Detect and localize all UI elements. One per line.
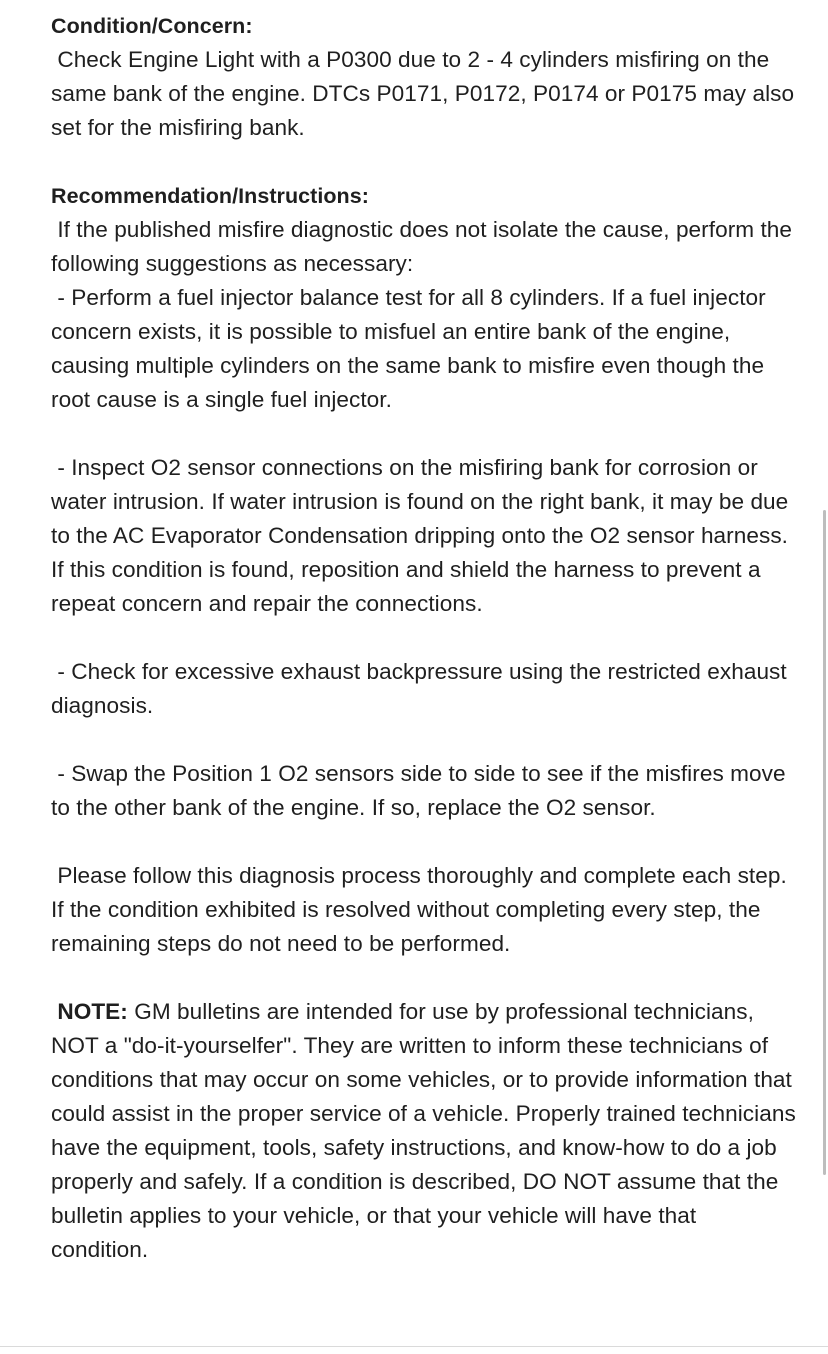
step-o2-connections: - Inspect O2 sensor connections on the misfiring bank for corrosion or water intrusion. If water intrusion is found on the right bank, it may be due to the AC Evaporator Condensation dripping onto the O2 sensor harness. If this condition is found, reposition and shield the harness to prevent a repeat concern and repair the connections. — [51, 455, 795, 616]
condition-heading: Condition/Concern: — [51, 14, 253, 38]
bottom-divider — [0, 1346, 828, 1347]
step-exhaust-backpressure: - Check for excessive exhaust backpressure using the restricted exhaust diagnosis. — [51, 659, 794, 718]
spacer — [51, 621, 799, 655]
spacer — [51, 145, 799, 179]
vertical-scrollbar[interactable] — [820, 0, 828, 1354]
note-text: GM bulletins are intended for use by professional technicians, NOT a "do-it-yourselfer". They are written to inform these technicians of conditions that may occur on some vehicles, or to provide information that could assist in the proper service of a vehicle. Properly trained technicians have the equipment, tools, safety instructions, and know-how to do a job properly and safely. If a condition is described, DO NOT assume that the bulletin applies to your vehicle, or that your vehicle will have that condition. — [51, 999, 803, 1262]
condition-text: Check Engine Light with a P0300 due to 2 - 4 cylinders misfiring on the same bank of the engine. DTCs P0171, P0172, P0174 or P0175 may also set for the misfiring bank. — [51, 47, 801, 140]
bulletin-document — [51, 9, 803, 1267]
note-paragraph — [51, 995, 803, 1267]
spacer — [51, 825, 799, 859]
step-swap-o2-sensors: - Swap the Position 1 O2 sensors side to side to see if the misfires move to the other bank of the engine. If so, replace the O2 sensor. — [51, 761, 792, 820]
note-label: NOTE: — [51, 999, 128, 1024]
recommendation-intro: If the published misfire diagnostic does not isolate the cause, perform the following suggestions as necessary: — [51, 217, 799, 276]
follow-process-text: Please follow this diagnosis process thoroughly and complete each step. If the condition exhibited is resolved without completing every step, the remaining steps do not need to be performed. — [51, 863, 794, 956]
scrollbar-thumb[interactable] — [823, 510, 826, 1175]
step-injector-balance: - Perform a fuel injector balance test for all 8 cylinders. If a fuel injector concern exists, it is possible to misfuel an entire bank of the engine, causing multiple cylinders on the same bank to misfire even though the root cause is a single fuel injector. — [51, 285, 773, 412]
spacer — [51, 417, 799, 451]
spacer — [51, 723, 799, 757]
spacer — [51, 961, 799, 995]
recommendation-heading: Recommendation/Instructions: — [51, 184, 369, 208]
